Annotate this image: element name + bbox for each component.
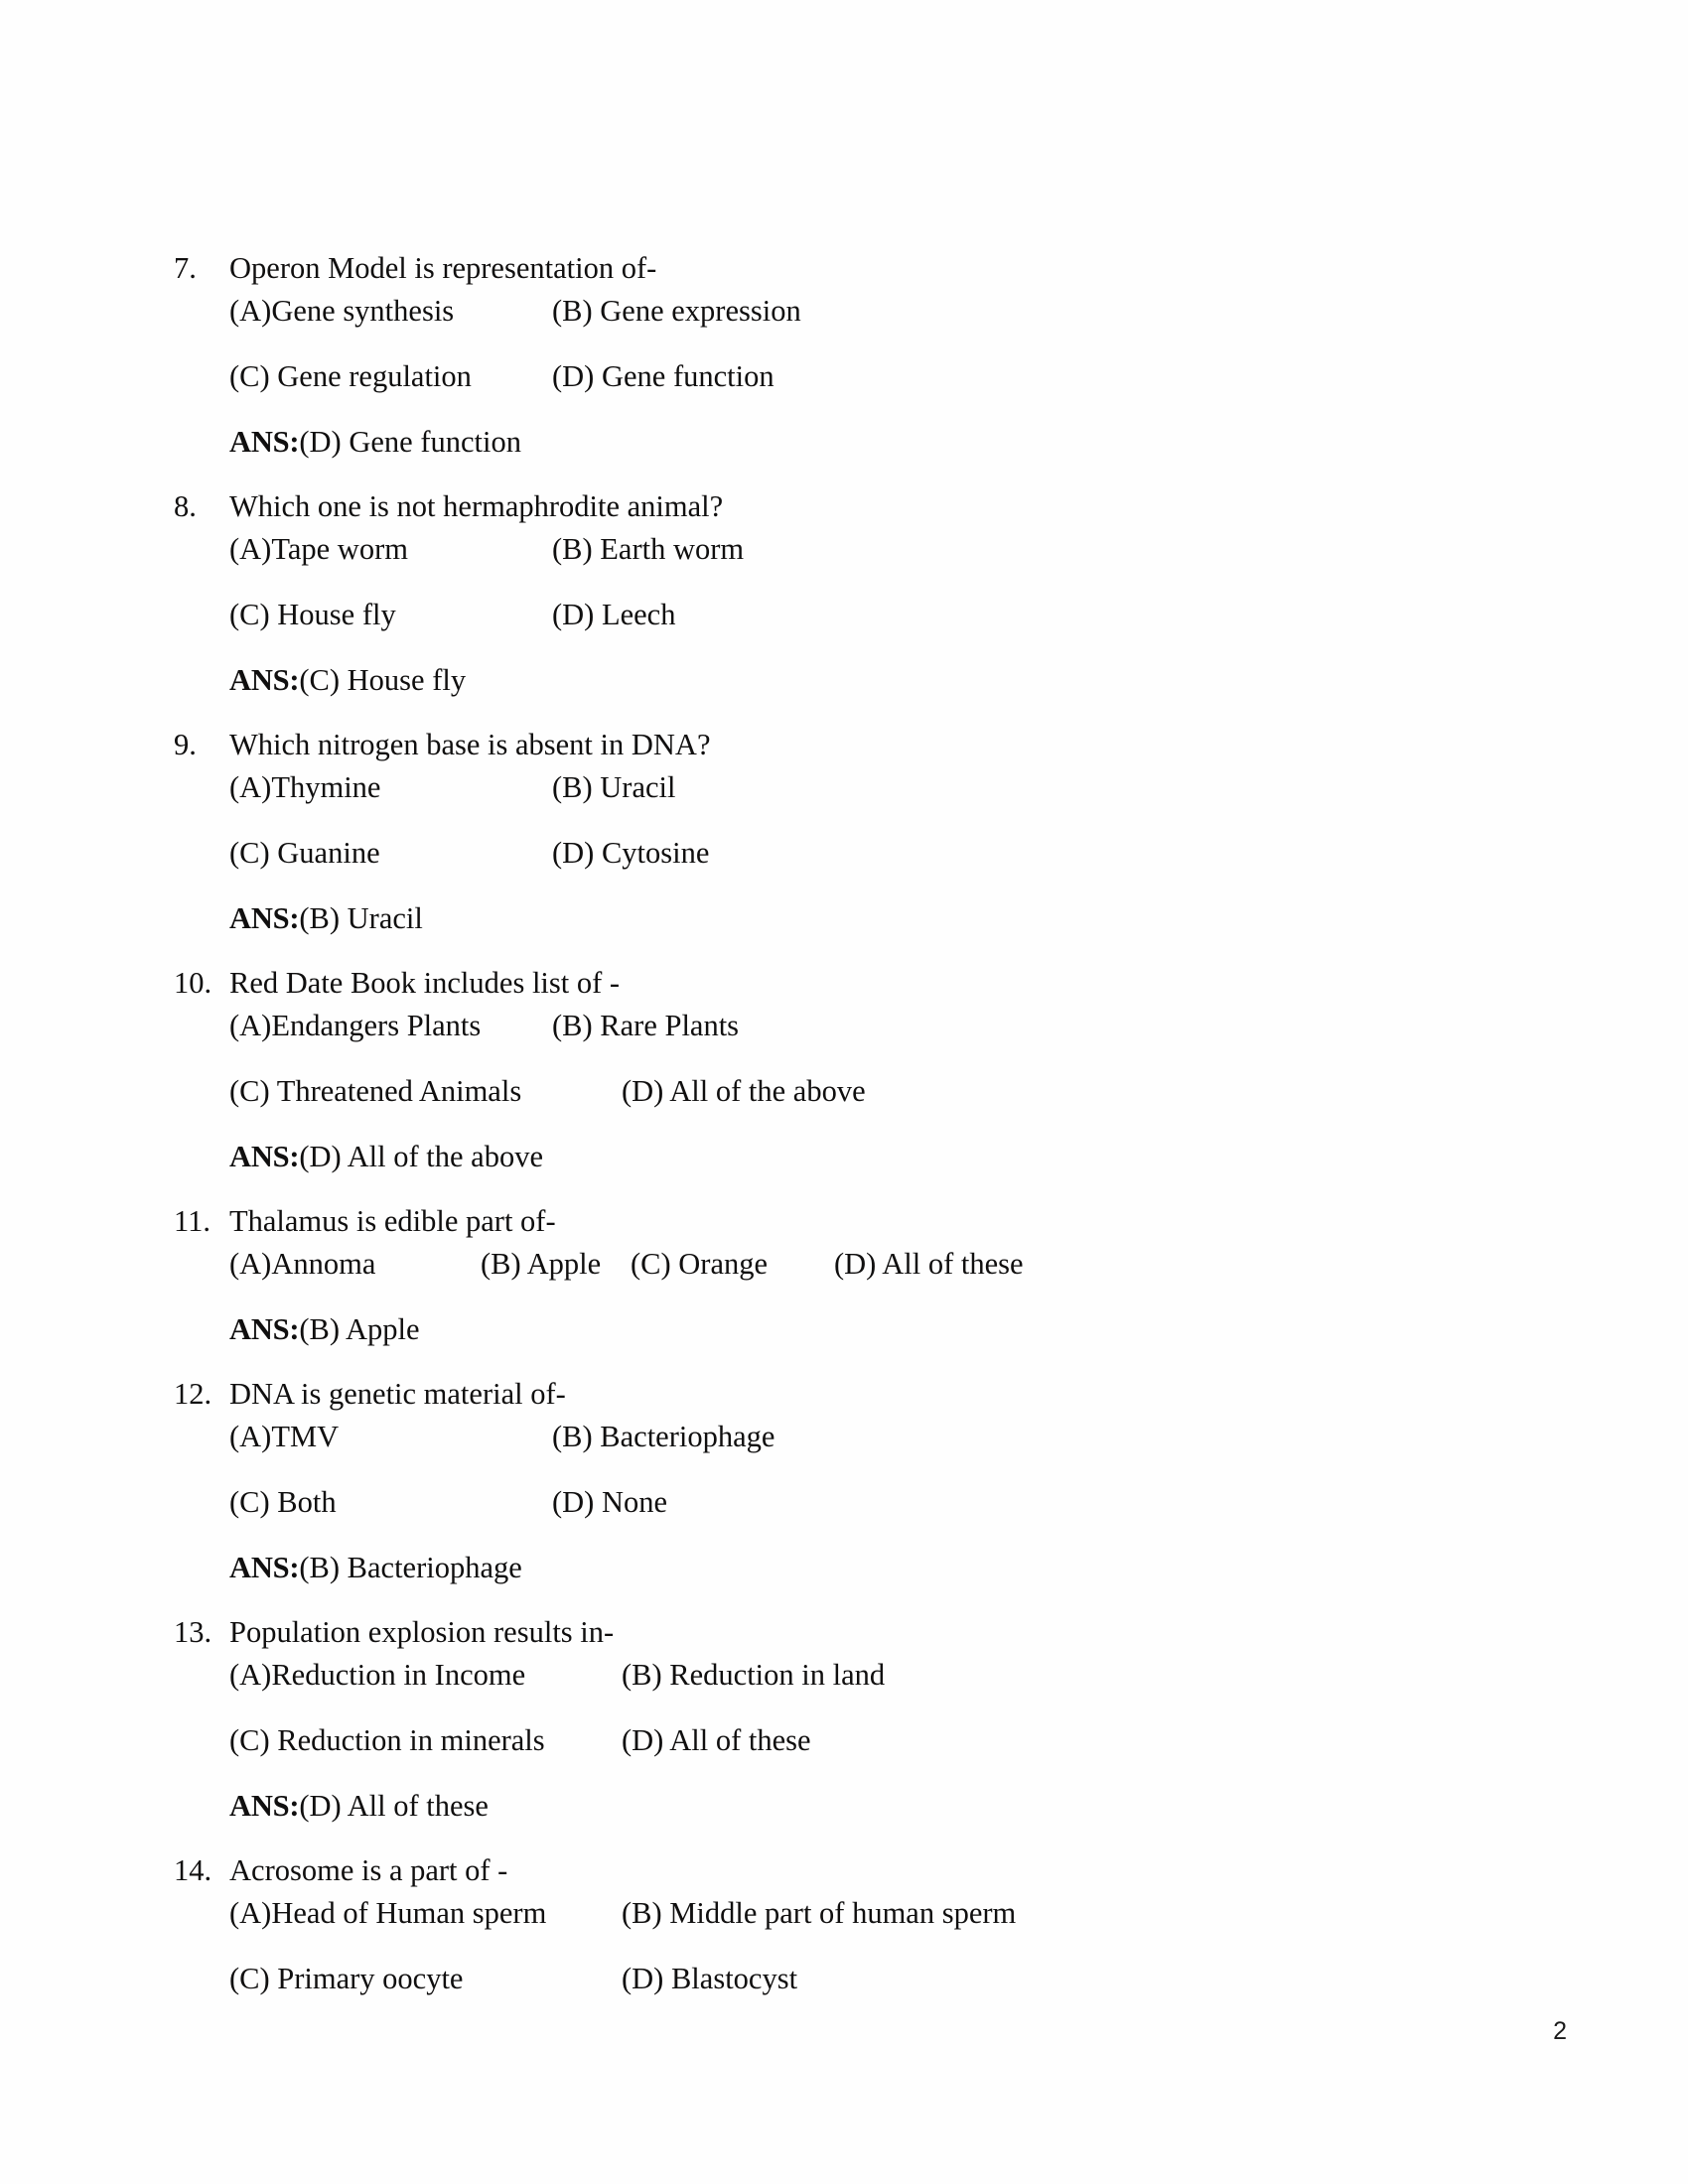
answer-text-7: (D) Gene function (299, 425, 521, 459)
question-stem-11 (174, 1199, 1504, 1243)
option-a-13[interactable]: (A)Reduction in Income (229, 1658, 526, 1692)
option-d-7[interactable]: (D) Gene function (552, 359, 774, 393)
option-c-14[interactable]: (C) Primary oocyte (229, 1962, 464, 1995)
answer-text-13: (D) All of these (299, 1789, 489, 1823)
question-list (174, 246, 1504, 2021)
option-row-ab-14 (229, 1891, 1504, 1935)
question-number-11: 11. (174, 1204, 211, 1238)
option-b-14[interactable]: (B) Middle part of human sperm (622, 1896, 1017, 1930)
option-c-11[interactable]: (C) Orange (631, 1247, 769, 1281)
option-c-9[interactable]: (C) Guanine (229, 836, 380, 870)
option-a-7[interactable]: (A)Gene synthesis (229, 294, 455, 328)
question-number-13: 13. (174, 1615, 212, 1649)
answer-text-10: (D) All of the above (299, 1140, 543, 1173)
question-block-10 (174, 961, 1504, 1178)
option-c-10[interactable]: (C) Threatened Animals (229, 1074, 522, 1108)
option-row-ab-10 (229, 1004, 1504, 1047)
question-stem-13 (174, 1610, 1504, 1654)
option-row-ab-8 (229, 527, 1504, 571)
option-c-12[interactable]: (C) Both (229, 1485, 337, 1519)
answer-row-9 (229, 896, 1504, 940)
answer-label-9: ANS: (229, 901, 300, 935)
option-a-10[interactable]: (A)Endangers Plants (229, 1009, 482, 1042)
option-row-ab-9 (229, 765, 1504, 809)
option-c-7[interactable]: (C) Gene regulation (229, 359, 472, 393)
option-d-11[interactable]: (D) All of these (834, 1247, 1024, 1281)
question-number-14: 14. (174, 1853, 212, 1887)
option-row-cd-9 (229, 831, 1504, 875)
option-row-abcd-11 (229, 1242, 1504, 1286)
question-stem-8 (174, 484, 1504, 528)
question-stem-9 (174, 723, 1504, 766)
question-stem-14 (174, 1848, 1504, 1892)
question-number-10: 10. (174, 966, 212, 1000)
question-number-7: 7. (174, 251, 197, 285)
option-d-8[interactable]: (D) Leech (552, 598, 676, 631)
answer-label-7: ANS: (229, 425, 300, 459)
answer-label-10: ANS: (229, 1140, 300, 1173)
answer-text-12: (B) Bacteriophage (299, 1551, 522, 1584)
question-text-14: Acrosome is a part of - (229, 1853, 508, 1887)
option-row-cd-8 (229, 593, 1504, 636)
question-text-9: Which nitrogen base is absent in DNA? (229, 728, 711, 761)
option-d-12[interactable]: (D) None (552, 1485, 668, 1519)
answer-row-12 (229, 1546, 1504, 1589)
option-a-12[interactable]: (A)TMV (229, 1420, 340, 1453)
option-c-8[interactable]: (C) House fly (229, 598, 396, 631)
answer-label-13: ANS: (229, 1789, 300, 1823)
option-row-cd-7 (229, 354, 1504, 398)
question-text-10: Red Date Book includes list of - (229, 966, 621, 1000)
question-block-8 (174, 484, 1504, 702)
question-stem-12 (174, 1372, 1504, 1416)
question-block-7 (174, 246, 1504, 464)
question-number-9: 9. (174, 728, 197, 761)
answer-label-8: ANS: (229, 663, 300, 697)
option-c-13[interactable]: (C) Reduction in minerals (229, 1723, 545, 1757)
answer-row-10 (229, 1135, 1504, 1178)
answer-text-8: (C) House fly (299, 663, 467, 697)
question-stem-7 (174, 246, 1504, 290)
option-row-cd-13 (229, 1718, 1504, 1762)
question-block-14 (174, 1848, 1504, 2000)
answer-row-8 (229, 658, 1504, 702)
option-d-10[interactable]: (D) All of the above (622, 1074, 866, 1108)
option-row-ab-7 (229, 289, 1504, 333)
question-text-8: Which one is not hermaphrodite animal? (229, 489, 724, 523)
option-a-14[interactable]: (A)Head of Human sperm (229, 1896, 547, 1930)
answer-text-11: (B) Apple (299, 1312, 420, 1346)
option-row-ab-12 (229, 1415, 1504, 1458)
answer-label-11: ANS: (229, 1312, 300, 1346)
option-a-8[interactable]: (A)Tape worm (229, 532, 408, 566)
option-row-ab-13 (229, 1653, 1504, 1697)
option-row-cd-12 (229, 1480, 1504, 1524)
answer-row-13 (229, 1784, 1504, 1828)
answer-row-11 (229, 1307, 1504, 1351)
option-a-11[interactable]: (A)Annoma (229, 1247, 376, 1281)
option-b-13[interactable]: (B) Reduction in land (622, 1658, 886, 1692)
question-text-7: Operon Model is representation of- (229, 251, 657, 285)
option-row-cd-14 (229, 1957, 1504, 2000)
option-row-cd-10 (229, 1069, 1504, 1113)
question-text-13: Population explosion results in- (229, 1615, 615, 1649)
answer-text-9: (B) Uracil (299, 901, 423, 935)
question-text-12: DNA is genetic material of- (229, 1377, 566, 1411)
option-b-8[interactable]: (B) Earth worm (552, 532, 745, 566)
option-a-9[interactable]: (A)Thymine (229, 770, 381, 804)
question-block-12 (174, 1372, 1504, 1589)
question-block-9 (174, 723, 1504, 940)
option-b-7[interactable]: (B) Gene expression (552, 294, 801, 328)
page-number: 2 (1553, 2017, 1567, 2045)
answer-label-12: ANS: (229, 1551, 300, 1584)
question-number-12: 12. (174, 1377, 212, 1411)
option-d-14[interactable]: (D) Blastocyst (622, 1962, 798, 1995)
question-stem-10 (174, 961, 1504, 1005)
question-text-11: Thalamus is edible part of- (229, 1204, 556, 1238)
option-b-12[interactable]: (B) Bacteriophage (552, 1420, 775, 1453)
option-d-13[interactable]: (D) All of these (622, 1723, 811, 1757)
option-b-10[interactable]: (B) Rare Plants (552, 1009, 740, 1042)
option-b-11[interactable]: (B) Apple (481, 1247, 602, 1281)
answer-row-7 (229, 420, 1504, 464)
question-block-13 (174, 1610, 1504, 1828)
option-d-9[interactable]: (D) Cytosine (552, 836, 710, 870)
question-block-11 (174, 1199, 1504, 1351)
option-b-9[interactable]: (B) Uracil (552, 770, 676, 804)
question-number-8: 8. (174, 489, 197, 523)
